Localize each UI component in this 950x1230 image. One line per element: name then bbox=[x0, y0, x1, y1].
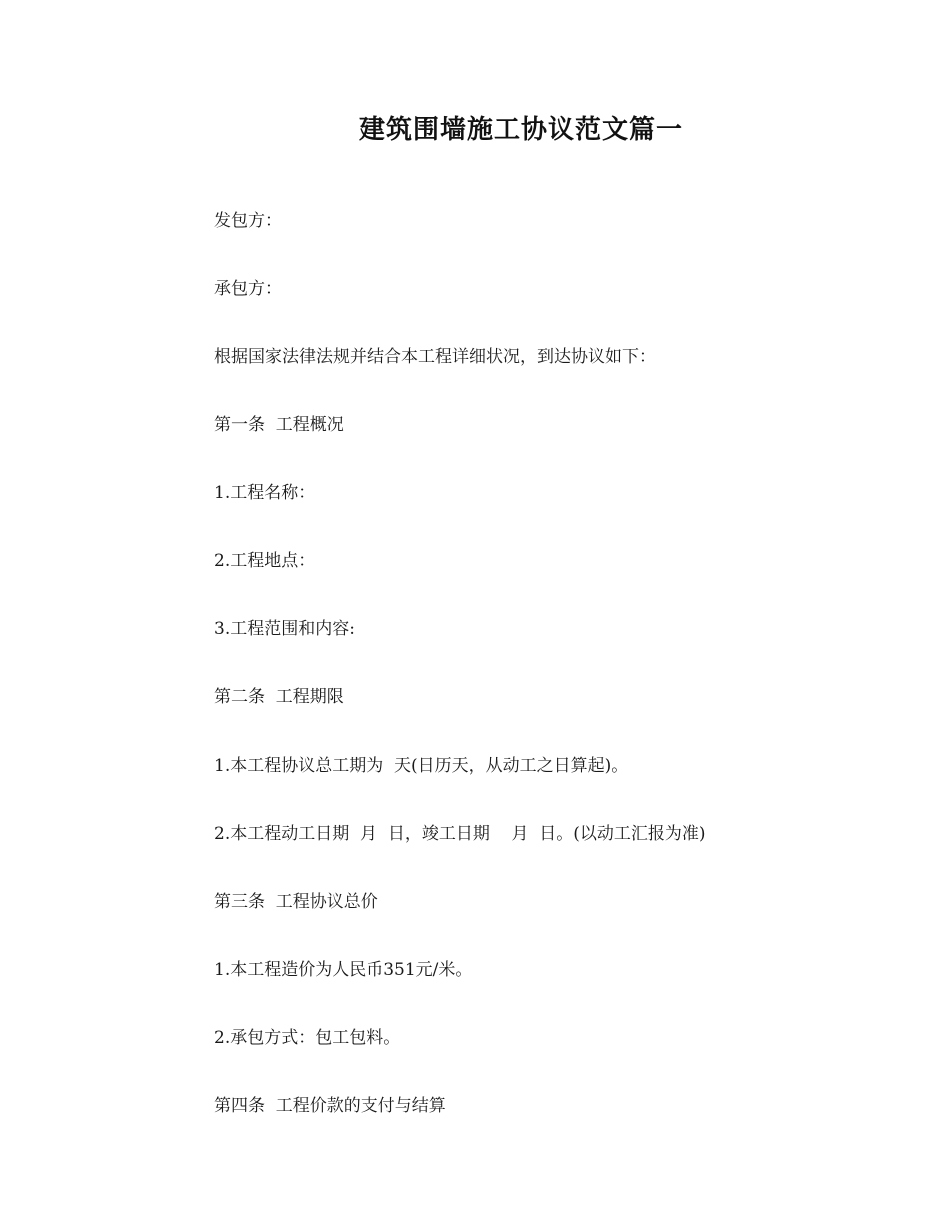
contractor-line: 承包方： bbox=[214, 279, 282, 299]
article-1-heading: 第一条 工程概况 bbox=[214, 415, 344, 435]
article-2-heading: 第二条 工程期限 bbox=[214, 687, 344, 707]
project-location-line: 2.工程地点： bbox=[214, 551, 316, 571]
document-title: 建筑围墙施工协议范文篇一 bbox=[358, 115, 683, 145]
total-duration-line: 1.本工程协议总工期为 天(日历天，从动工之日算起)。 bbox=[214, 756, 629, 776]
project-cost-line: 1.本工程造价为人民币351元/米。 bbox=[214, 960, 473, 980]
preamble-line: 根据国家法律法规并结合本工程详细状况，到达协议如下： bbox=[214, 347, 656, 367]
project-scope-line: 3.工程范围和内容: bbox=[214, 619, 355, 639]
start-end-date-line: 2.本工程动工日期 月 日，竣工日期 月 日。(以动工汇报为准) bbox=[214, 824, 706, 844]
contract-method-line: 2.承包方式：包工包料。 bbox=[214, 1028, 401, 1048]
article-4-heading: 第四条 工程价款的支付与结算 bbox=[214, 1096, 446, 1116]
employer-line: 发包方： bbox=[214, 211, 282, 231]
article-3-heading: 第三条 工程协议总价 bbox=[214, 892, 378, 912]
project-name-line: 1.工程名称： bbox=[214, 483, 316, 503]
